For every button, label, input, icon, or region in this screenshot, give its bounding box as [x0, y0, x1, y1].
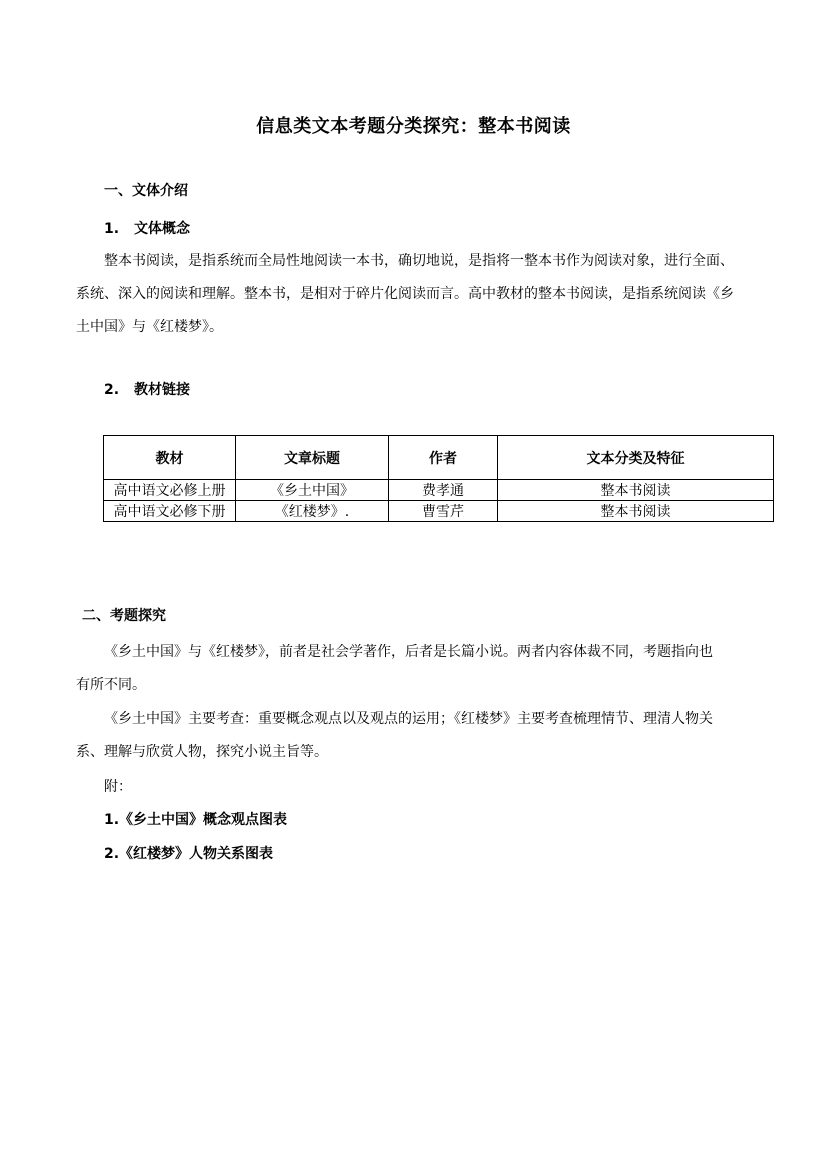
table-header-cell: 作者	[389, 436, 498, 480]
table-cell: 高中语文必修上册	[104, 480, 236, 501]
paragraph-line: 系统、深入的阅读和理解。整本书，是相对于碎片化阅读而言。高中教材的整本书阅读，是指系统阅读《乡	[76, 286, 734, 302]
subsection-label: 文体概念	[134, 221, 190, 237]
table-header-cell: 文章标题	[236, 436, 389, 480]
section-heading-2: 二、考题探究	[82, 608, 166, 624]
textbook-table	[103, 435, 774, 522]
table-cell: 曹雪芹	[389, 501, 498, 522]
appendix-item-2: 2.《红楼梦》人物关系图表	[104, 846, 274, 862]
table-header-row	[104, 436, 774, 480]
paragraph-line: 整本书阅读，是指系统而全局性地阅读一本书，确切地说，是指将一整本书作为阅读对象，进行全面、	[104, 253, 734, 269]
subsection-number: 2.	[104, 382, 120, 398]
table-header-cell: 文本分类及特征	[498, 436, 774, 480]
page-title: 信息类文本考题分类探究：整本书阅读	[256, 116, 571, 137]
appendix-item-1: 1.《乡土中国》概念观点图表	[104, 812, 288, 828]
paragraph-line: 《乡土中国》与《红楼梦》，前者是社会学著作，后者是长篇小说。两者内容体裁不同，考题指向也	[104, 644, 713, 660]
paragraph-line: 系、理解与欣赏人物，探究小说主旨等。	[76, 744, 328, 760]
table-cell: 整本书阅读	[498, 501, 774, 522]
table-cell: 整本书阅读	[498, 480, 774, 501]
table-cell: 高中语文必修下册	[104, 501, 236, 522]
table-row	[104, 501, 774, 522]
appendix-label: 附：	[104, 779, 132, 795]
subsection-number: 1.	[104, 221, 120, 237]
concept-paragraph	[76, 245, 756, 344]
exam-paragraph-2	[76, 703, 756, 769]
table-cell: 费孝通	[389, 480, 498, 501]
table-cell: 《红楼梦》.	[236, 501, 389, 522]
table-cell: 《乡土中国》	[236, 480, 389, 501]
paragraph-line: 土中国》与《红楼梦》。	[76, 319, 223, 335]
subsection-heading-textbook	[104, 379, 190, 399]
section-heading-1: 一、文体介绍	[104, 183, 188, 199]
exam-paragraph-1	[76, 636, 756, 702]
subsection-label: 教材链接	[134, 382, 190, 398]
table-row	[104, 480, 774, 501]
subsection-heading-concept	[104, 218, 190, 238]
paragraph-line: 《乡土中国》主要考查：重要概念观点以及观点的运用；《红楼梦》主要考查梳理情节、理清人物关	[104, 711, 713, 727]
table-header-cell: 教材	[104, 436, 236, 480]
paragraph-line: 有所不同。	[76, 677, 146, 693]
